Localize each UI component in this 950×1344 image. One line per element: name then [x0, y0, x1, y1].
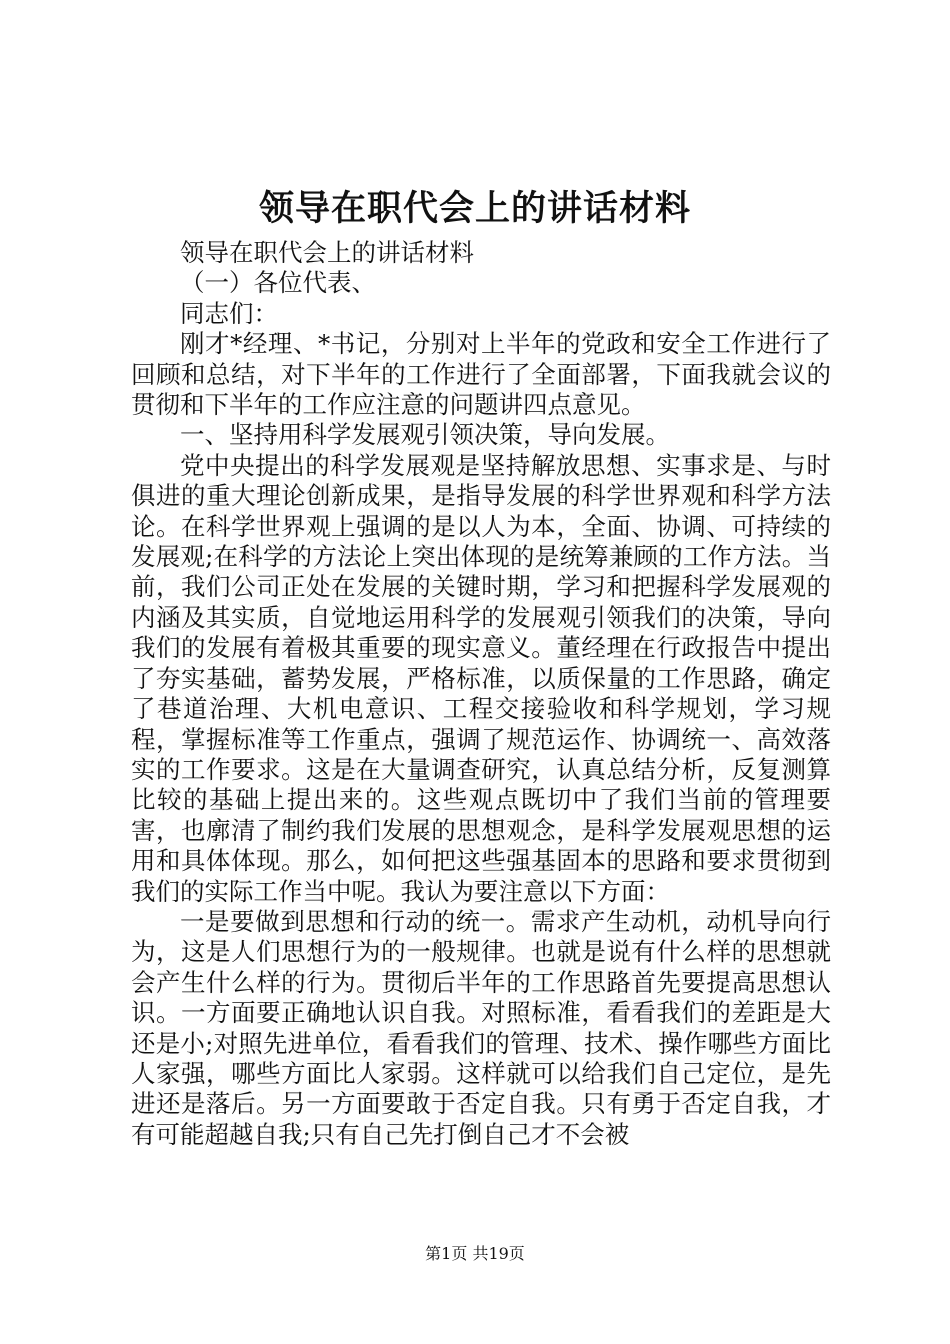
document-body: [131, 238, 831, 1150]
paragraph: 领导在职代会上的讲话材料: [180, 238, 474, 267]
paragraph: 同志们：: [180, 298, 278, 328]
paragraph: 一是要做到思想和行动的统一。需求产生动机，动机导向行为，这是人们思想行为的一般规律。也就是说有什么样的思想就会产生什么样的行为。贯彻后半年的工作思路首先要提高思想认识。一方面要正确地认识自我。对照标准，看看我们的差距是大还是小;对照先进单位，看看我们的管理、技术、操作哪些方面比人家强，哪些方面比人家弱。这样就可以给我们自己定位，是先进还是落后。另一方面要敢于否定自我。只有勇于否定自我，才有可能超越自我;只有自己先打倒自己才不会被: [131, 906, 831, 1149]
page-footer: 第1页 共19页: [425, 1244, 525, 1263]
document-title: 领导在职代会上的讲话材料: [258, 189, 691, 229]
paragraph: 党中央提出的科学发展观是坚持解放思想、实事求是、与时俱进的重大理论创新成果，是指导发展的科学世界观和科学方法论。在科学世界观上强调的是以人为本，全面、协调、可持续的发展观;在科学的方法论上突出体现的是统筹兼顾的工作方法。当前，我们公司正处在发展的关键时期，学习和把握科学发展观的内涵及其实质，自觉地运用科学的发展观引领我们的决策，导向我们的发展有着极其重要的现实意义。董经理在行政报告中提出了夯实基础，蓄势发展，严格标准，以质保量的工作思路，确定了巷道治理、大机电意识、工程交接验收和科学规划，学习规程，掌握标准等工作重点，强调了规范运作、协调统一、高效落实的工作要求。这是在大量调查研究，认真总结分析，反复测算比较的基础上提出来的。这些观点既切中了我们当前的管理要害，也廓清了制约我们发展的思想观念，是科学发展观思想的运用和具体体现。那么，如何把这些强基固本的思路和要求贯彻到我们的实际工作当中呢。我认为要注意以下方面：: [131, 450, 831, 906]
paragraph: 刚才*经理、*书记，分别对上半年的党政和安全工作进行了回顾和总结，对下半年的工作进行了全面部署，下面我就会议的贯彻和下半年的工作应注意的问题讲四点意见。: [131, 329, 831, 420]
paragraph: （一）各位代表、: [180, 268, 376, 298]
paragraph: 一、坚持用科学发展观引领决策，导向发展。: [180, 420, 670, 450]
